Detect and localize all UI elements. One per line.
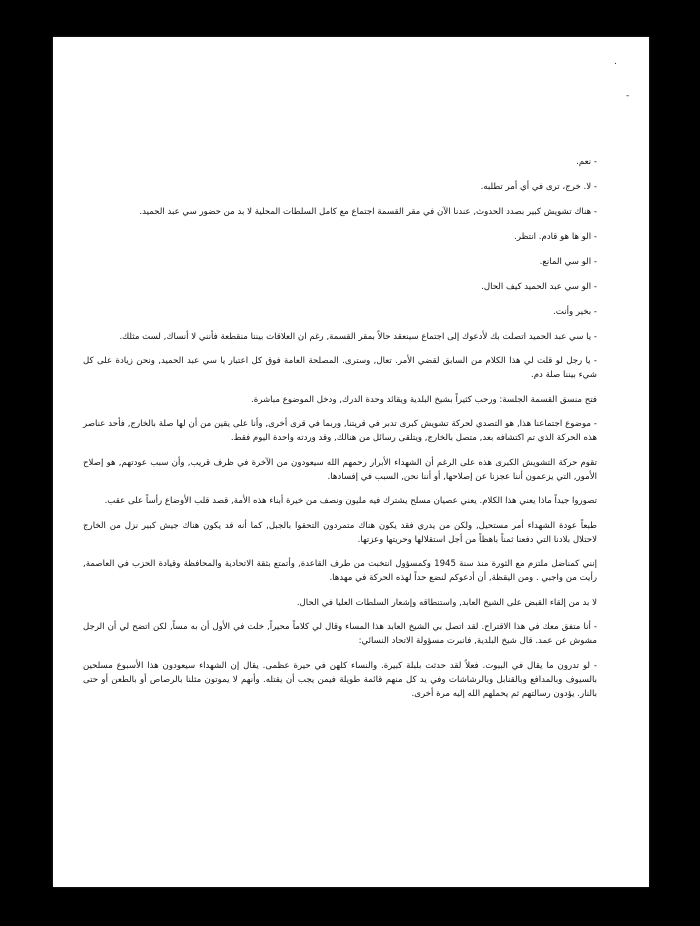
- corner-mark-side: -: [626, 91, 630, 101]
- paragraph: تصوروا جيداً ماذا يعني هذا الكلام. يعني عصيان مسلح يشترك فيه مليون ونصف من خيرة أبناء هذه الأمة, قصد قلب الأوضاع رأساً على عقب.: [104, 496, 597, 506]
- paragraph: - يا سي عبد الحميد اتصلت بك لأدعوك إلى اجتماع سينعقد حالاً بمقر القسمة, رغم ان العلاقات بيننا منقطعة فأنني لا أنساك, لست مثلك.: [119, 331, 597, 342]
- document-body: [83, 155, 597, 711]
- paragraph: فتح منسق القسمة الجلسة: ورحب كثيراً بشيخ البلدية ويقائد وحدة الدرك, ودخل الموضوع مباشرة.: [251, 394, 597, 405]
- paragraph: - موضوع اجتماعنا هذا, هو التصدي لحركة تشويش كبرى تدبر في قريتنا, وربما في قرى أخرى, وأنا على يقين من أن لها صلة بالخارج, فأحد عناصر هذه الحركة الذي تم اكتشافه بعد, متصل بالخارج, ويتلقى رسائل من هنالك, وقد وردته واحدة اليوم فقط.: [83, 419, 597, 443]
- paragraph: - لا. خرج، ترى في أي أمر تطلبه.: [480, 182, 597, 192]
- paragraph: تقوم حركة التشويش الكبرى هذه على الرغم أن الشهداء الأبرار رحمهم الله سيعودون من الآخرة في ظرف قريب, وأن سبب عودتهم, هو إصلاح الأمور, التي يزعمون أننا عجزنا عن إصلاحها, أو أننا نحن, السبب في إفسادها.: [83, 457, 597, 482]
- paragraph: - الو سي المانع.: [539, 256, 597, 267]
- paragraph: - يا رجل لو قلت لي هذا الكلام من السابق لقضي الأمر. تعال, وسترى. المصلحة العامة فوق كل اعتبار يا سي عبد الحميد, ونحن زيادة على كل شيء بيننا صلة دم.: [83, 356, 597, 380]
- corner-mark-top: .: [614, 57, 617, 67]
- paragraph: - الو ها هو قادم. انتظر.: [514, 231, 597, 242]
- paragraph: إنني كمناضل ملتزم مع الثورة منذ سنة 1945 وكمسؤول انتخبت من طرف القاعدة, وأتمتع بثقة الاتحادية والمحافظة وقيادة الحزب في العاصمة, رأيت من واجبي . ومن اليقظة, أن أدعوكم لنضع حداً لهذه الحركة في مهدها.: [83, 559, 597, 583]
- paragraph: - الو سي عبد الحميد كيف الحال.: [481, 281, 597, 292]
- paragraph: - لو تدرون ما يقال في البيوت. فعلاً لقد حدثت بلبلة كبيرة. والنساء كلهن في حيرة عظمى. يقال إن الشهداء سيعودون هذا الأسبوع مسلحين بالسيوف وبالمدافع وبالقنابل وبالرشاشات وفي يد كل منهم قائمة طويلة فيمن يجب أن يقتله. وأنهم لا يموتون مثلنا بالرصاص أو بالطعن أو حتى بالنار. يؤدون رسالتهم ثم يحملهم الله إليه مرة أخرى.: [83, 660, 597, 699]
- paragraph: - بخير وأنت.: [553, 306, 597, 317]
- paragraph: - هناك تشويش كبير بصدد الحدوث, عندنا الآن في مقر القسمة اجتماع مع كامل السلطات المحلية لا بد من حضور سي عبد الحميد.: [139, 207, 597, 217]
- paper-sheet: [53, 37, 649, 887]
- paragraph: - نعم.: [576, 157, 597, 167]
- paragraph: طبعاً عودة الشهداء أمر مستحيل, ولكن من يدري فقد يكون هناك متمردون التحقوا بالجبل, كما أنه قد يكون هناك جيش كبير نزل من الخارج لاحتلال بلادنا التي دفعنا ثمناً باهظاً من أجل استقلالها وحريتها وعزتها.: [83, 520, 597, 545]
- paragraph: لا بد من إلقاء القبض على الشيخ العابد, واستنطاقه وإشعار السلطات العليا في الحال.: [296, 597, 597, 608]
- paragraph: - أنا متفق معك في هذا الاقتراح. لقد اتصل بي الشيخ العابد هذا المساء وقال لي كلاماً محيراً, خلت في الأول أن به مساً, لكن اتضح لي أن الرجل مشوش عن عمد. قال شيخ البلدية, فانبرت مسؤولة الاتحاد النسائي:: [83, 622, 597, 646]
